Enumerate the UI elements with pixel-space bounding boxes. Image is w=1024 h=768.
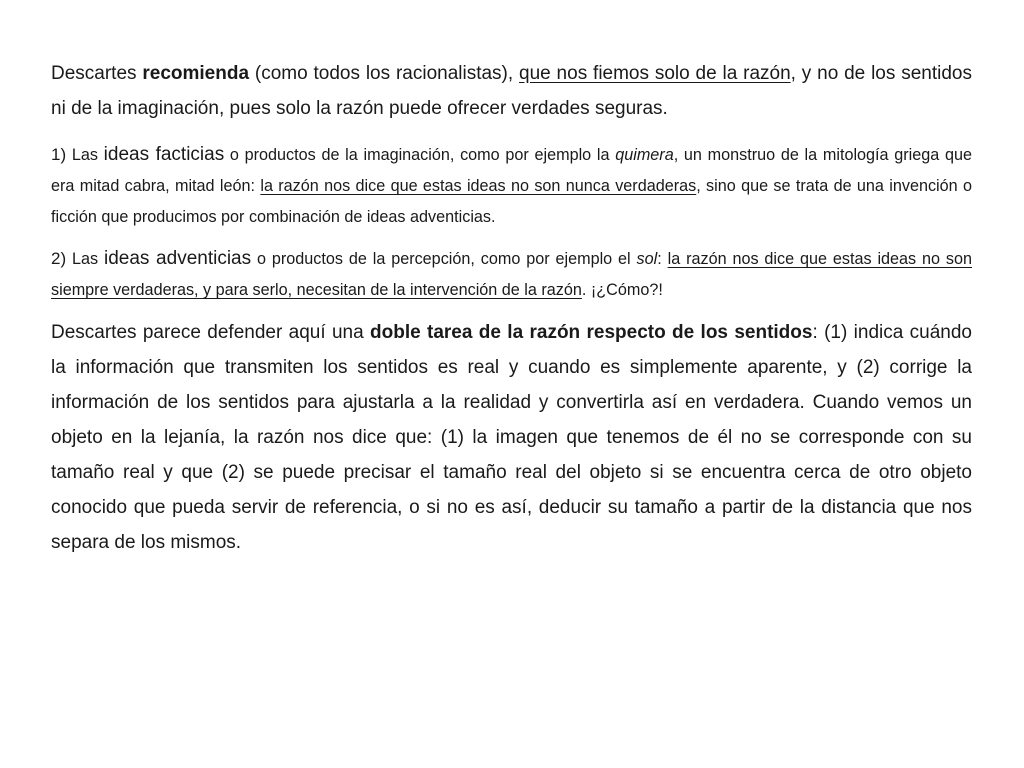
text-run: : [657, 250, 668, 268]
text-run: Descartes parece defender aquí una [51, 322, 371, 343]
underlined-phrase: que nos fiemos solo de la razón [519, 63, 791, 84]
bold-term: doble tarea de la razón respecto de los sentidos [370, 322, 813, 343]
text-run: (como todos los racionalistas), [249, 63, 520, 84]
slide-content [51, 56, 972, 560]
paragraph-intro [51, 56, 972, 126]
paragraph-ideas-adventicias [51, 243, 972, 306]
underlined-phrase: la razón nos dice que estas ideas no son siempre verdaderas, y para serlo, necesitan de la intervención de la razón [51, 250, 972, 299]
paragraph-doble-tarea [51, 315, 972, 560]
item-number: 1) [51, 145, 67, 164]
italic-term: quimera [615, 146, 674, 164]
underlined-phrase: la razón nos dice que estas ideas no son nunca verdaderas [260, 177, 697, 195]
keyword-term: ideas facticias [103, 144, 225, 165]
paragraph-ideas-facticias [51, 139, 972, 233]
keyword-term: ideas adventicias [103, 248, 252, 269]
text-run: o productos de la imaginación, como por ejemplo la [224, 146, 616, 164]
text-run: , y no de los sentidos ni de la imaginación, pues solo la razón puede ofrecer verdades seguras. [51, 63, 972, 119]
text-run: o productos de la percepción, como por ejemplo el [251, 250, 637, 268]
text-run: , un monstruo de la mitología griega que era mitad cabra, mitad león: [51, 146, 972, 195]
text-run: Las [66, 146, 104, 164]
text-run: Descartes [51, 63, 143, 84]
text-run: , sino que se trata de una invención o ficción que producimos por combinación de ideas adventicias. [51, 177, 972, 226]
bold-term: recomienda [142, 63, 250, 84]
text-run: Las [66, 250, 104, 268]
item-number: 2) [51, 249, 67, 268]
text-run: : (1) indica cuándo la información que transmiten los sentidos es real y cuando es simplemente aparente, y (2) corrige la información de los sentidos para ajustarla a la realidad y convertirla así en verdadera. Cuando vemos un objeto en la lejanía, la razón nos dice que: (1) la imagen que tenemos de él no se corresponde con su tamaño real y que (2) se puede precisar el tamaño real del objeto si se encuentra cerca de otro objeto conocido que pueda servir de referencia, o si no es así, deducir su tamaño a partir de la distancia que nos separa de los mismos. [51, 322, 972, 553]
text-run: . ¡¿Cómo?! [581, 281, 663, 299]
italic-term: sol [636, 250, 658, 268]
